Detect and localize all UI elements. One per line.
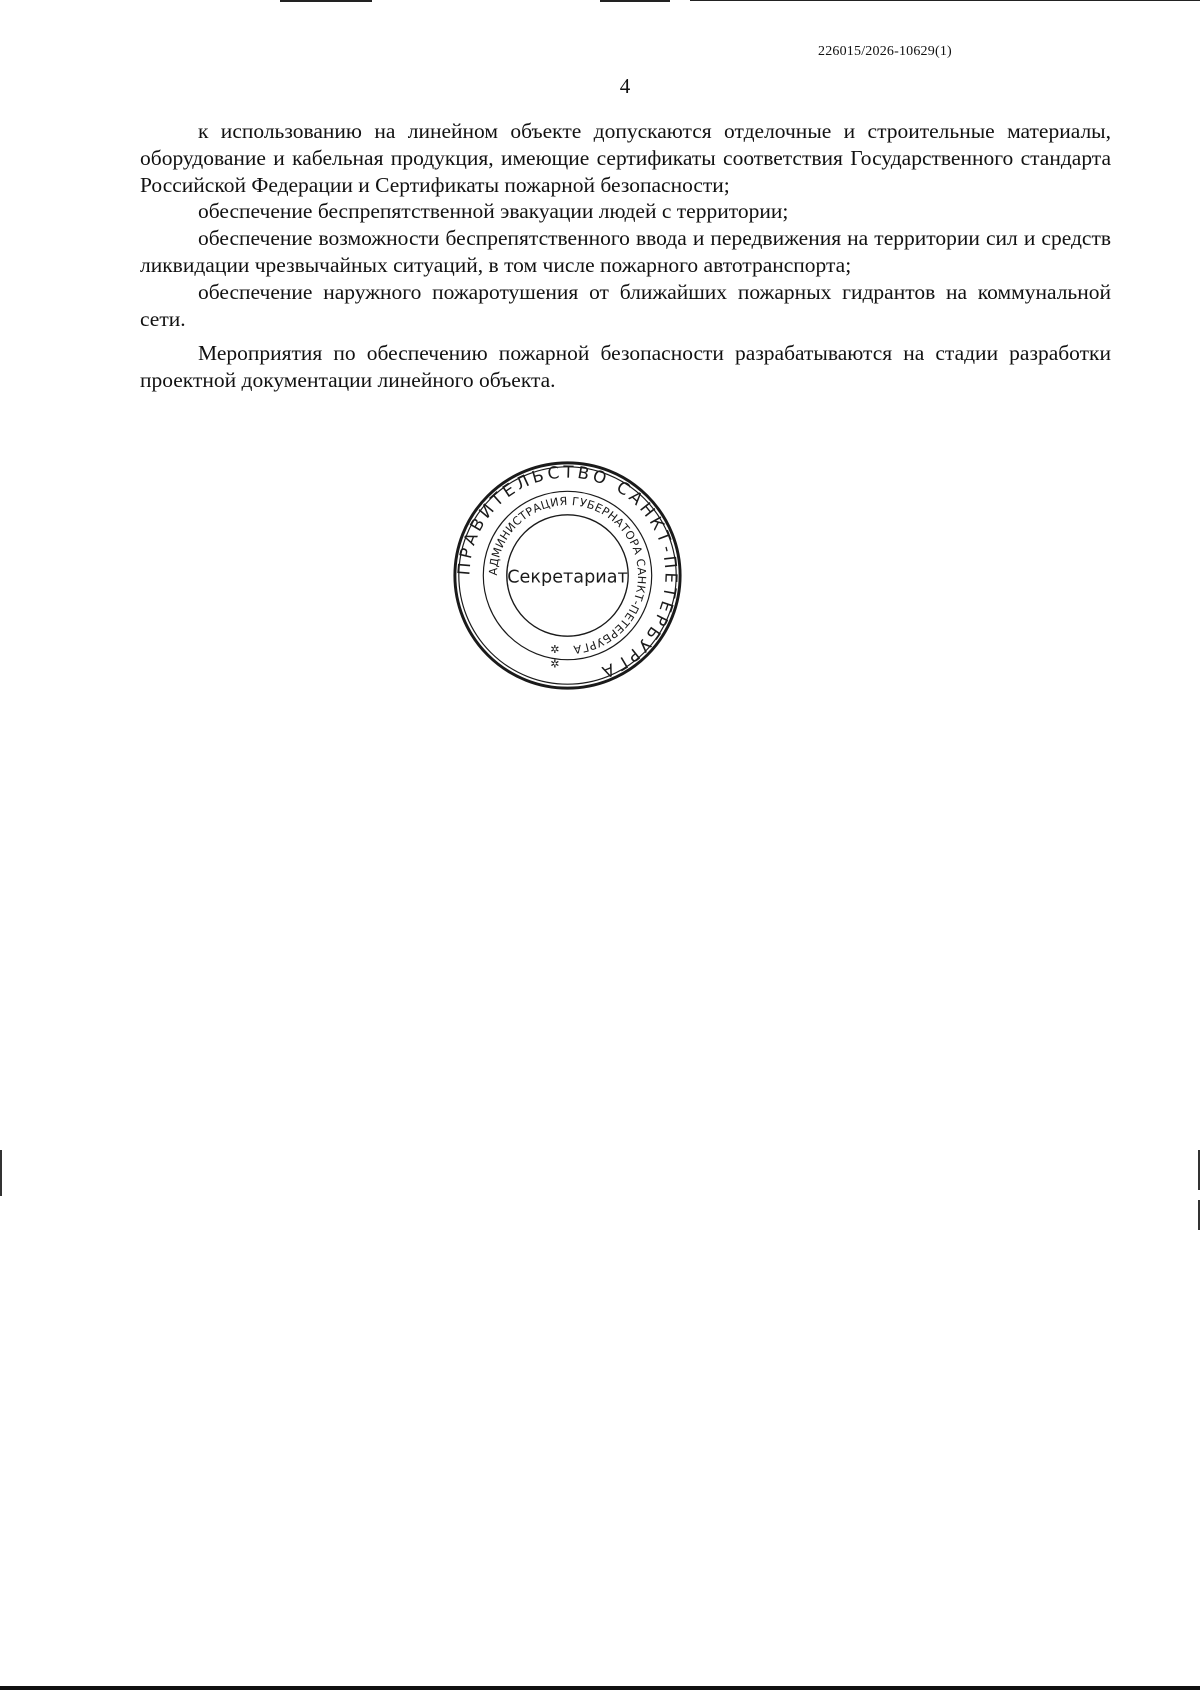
scan-artifact-left-edge — [0, 1150, 2, 1196]
paragraph: обеспечение возможности беспрепятственного ввода и передвижения на территории сил и средств ликвидации чрезвычайных ситуаций, в том числе пожарного автотранспорта; — [140, 226, 1111, 277]
scan-artifact-top-line — [280, 0, 372, 2]
scan-artifact-top-line — [690, 0, 1200, 1]
seal-star-icon: ✲ — [550, 643, 560, 656]
seal-graphic — [450, 458, 685, 693]
document-registration-number: 226015/2026-10629(1) — [818, 44, 952, 59]
seal-outer-text: ПРАВИТЕЛЬСТВО САНКТ-ПЕТЕРБУРГА — [454, 462, 681, 683]
scan-artifact-top-line — [600, 0, 670, 2]
page-number: 4 — [619, 74, 631, 98]
paragraph: к использованию на линейном объекте допускаются отделочные и строительные материалы, оборудование и кабельная продукция, имеющие сертификаты соответствия Государственного стандарта Российской Федерации и Сертификаты пожарной безопасности; — [140, 119, 1111, 197]
paragraph: обеспечение беспрепятственной эвакуации людей с территории; — [198, 199, 789, 224]
document-body — [140, 118, 1111, 394]
paragraph: обеспечение наружного пожаротушения от ближайших пожарных гидрантов на коммунальной сети. — [140, 279, 1111, 331]
seal-star-icon: ✲ — [550, 658, 560, 671]
seal-center-text: Секретариат — [507, 567, 628, 588]
paragraph: Мероприятия по обеспечению пожарной безопасности разрабатываются на стадии разработки проектной документации линейного объекта. — [140, 341, 1111, 393]
official-seal-stamp — [450, 458, 685, 693]
seal-inner-text: АДМИНИСТРАЦИЯ ГУБЕРНАТОРА САНКТ-ПЕТЕРБУРГА — [486, 494, 649, 656]
scan-artifact-bottom-band — [0, 1686, 1200, 1690]
